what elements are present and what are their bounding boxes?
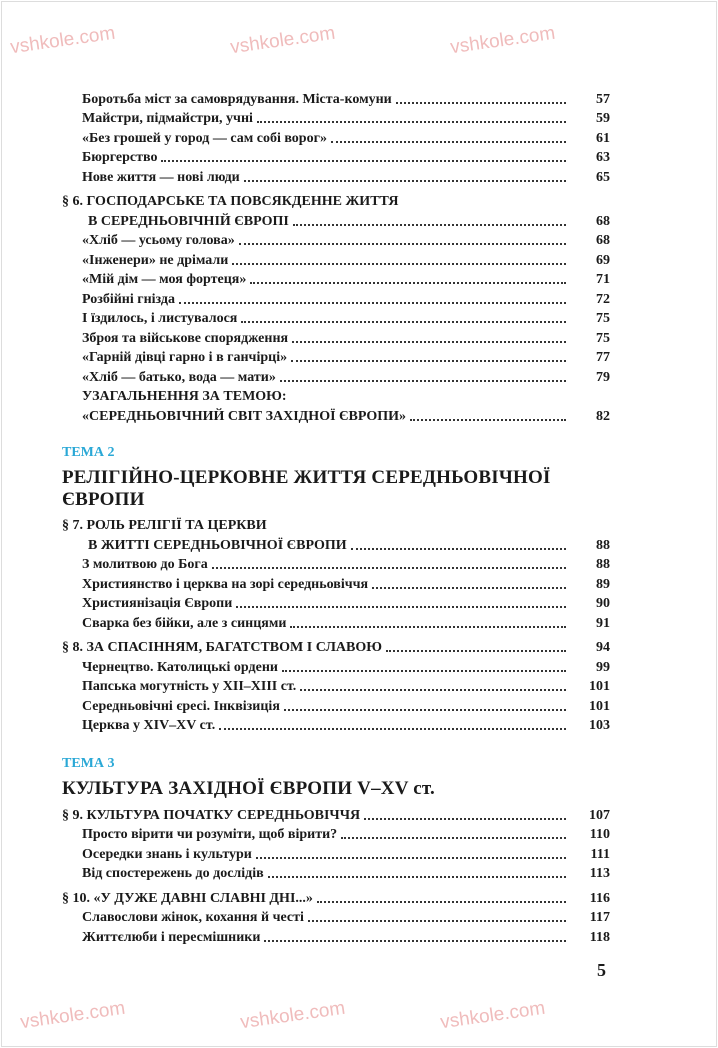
toc-entry[interactable]	[62, 907, 610, 927]
toc-entry[interactable]	[62, 347, 610, 367]
entry-title: І їздилось, і листувалося	[82, 311, 238, 326]
page-ref: 77	[596, 350, 610, 365]
toc-entry[interactable]	[62, 366, 610, 386]
theme-title	[62, 467, 610, 511]
dot-leader	[410, 419, 566, 421]
toc-section-8[interactable]	[62, 637, 610, 657]
dot-leader	[244, 180, 566, 182]
toc-entry[interactable]	[62, 88, 610, 108]
dot-leader	[280, 380, 566, 382]
entry-title: Нове життя — нові люди	[82, 169, 240, 185]
dot-leader	[250, 282, 566, 284]
dot-leader	[239, 243, 566, 245]
entry-title: «Без грошей у город — сам собі ворог»	[82, 130, 327, 146]
page-ref: 75	[596, 311, 610, 326]
page-ref: 111	[590, 846, 610, 862]
page-ref: 79	[596, 369, 610, 385]
dot-leader	[290, 626, 566, 628]
page-ref: 75	[596, 330, 610, 346]
page-ref: 116	[589, 890, 610, 906]
toc-section-7-cont[interactable]	[62, 534, 610, 554]
dot-leader	[364, 818, 566, 820]
section-title: § 8. ЗА СПАСІННЯМ, БАГАТСТВОМ І СЛАВОЮ	[62, 640, 382, 655]
page-ref: 113	[589, 866, 610, 881]
theme-title-line: ЄВРОПИ	[62, 488, 145, 510]
entry-title: Сварка без бійки, але з синцями	[82, 615, 287, 631]
toc-entry[interactable]	[62, 715, 610, 735]
entry-title: «Гарній дівці гарно і в ганчірці»	[82, 350, 288, 365]
page-ref: 88	[596, 537, 610, 553]
page-ref: 82	[596, 408, 610, 424]
dot-leader	[300, 689, 566, 691]
toc-summary[interactable]	[62, 386, 610, 406]
page-ref: 89	[596, 576, 610, 592]
toc-section-10[interactable]	[62, 887, 610, 907]
page-ref: 99	[596, 659, 610, 675]
page-ref: 101	[589, 679, 610, 694]
toc-entry[interactable]	[62, 554, 610, 574]
dot-leader	[317, 901, 566, 903]
summary-title: «СЕРЕДНЬОВІЧНИЙ СВІТ ЗАХІДНОЇ ЄВРОПИ»	[82, 408, 407, 424]
toc-entry[interactable]	[62, 269, 610, 289]
watermark: vshkole.com	[228, 22, 337, 59]
dot-leader	[257, 121, 566, 123]
page-ref: 72	[596, 291, 610, 307]
entry-title: «Інженери» не дрімали	[82, 252, 229, 268]
toc-entry[interactable]	[62, 863, 610, 883]
toc-section-7[interactable]	[62, 515, 610, 535]
toc-entry[interactable]	[62, 166, 610, 186]
dot-leader	[341, 837, 566, 839]
watermark: vshkole.com	[238, 997, 347, 1034]
toc-entry[interactable]	[62, 695, 610, 715]
entry-title: Християнізація Європи	[82, 596, 233, 611]
entry-title: Розбійні гнізда	[82, 291, 176, 307]
dot-leader	[256, 857, 566, 859]
watermark: vshkole.com	[18, 997, 127, 1034]
dot-leader	[161, 160, 566, 162]
page-ref: 117	[589, 910, 610, 925]
entry-title: Папська могутність у XII–XIII ст.	[82, 679, 297, 694]
toc-entry[interactable]	[62, 108, 610, 128]
toc-section-6[interactable]	[62, 191, 610, 211]
page-ref: 71	[596, 272, 610, 287]
page-ref: 65	[596, 169, 610, 185]
theme-label: ТЕМА 2	[62, 444, 115, 460]
entry-title: Бюргерство	[82, 150, 158, 165]
page-ref: 69	[596, 252, 610, 268]
entry-title: Християнство і церква на зорі середньовіччя	[82, 576, 369, 592]
dot-leader	[308, 920, 566, 922]
dot-leader	[219, 728, 566, 730]
dot-leader	[331, 141, 566, 143]
page-ref: 88	[596, 557, 610, 572]
entry-title: Середньовічні єресі. Інквізиція	[82, 698, 280, 714]
toc-entry[interactable]	[62, 926, 610, 946]
page-ref: 90	[596, 596, 610, 611]
dot-leader	[386, 650, 566, 652]
dot-leader	[179, 302, 566, 304]
watermark: vshkole.com	[8, 22, 117, 59]
dot-leader	[236, 606, 566, 608]
watermark: vshkole.com	[438, 997, 547, 1034]
theme-title	[62, 778, 610, 800]
page-ref: 103	[589, 718, 610, 733]
toc-entry[interactable]	[62, 573, 610, 593]
entry-title: Зброя та військове спорядження	[82, 330, 289, 346]
section-title: В ЖИТТІ СЕРЕДНЬОВІЧНОЇ ЄВРОПИ	[88, 537, 347, 553]
theme-title-line: РЕЛІГІЙНО-ЦЕРКОВНЕ ЖИТТЯ СЕРЕДНЬОВІЧНОЇ	[62, 466, 551, 488]
dot-leader	[268, 876, 566, 878]
section-title: § 7. РОЛЬ РЕЛІГІЇ ТА ЦЕРКВИ	[62, 518, 267, 533]
dot-leader	[282, 670, 566, 672]
entry-title: «Хліб — усьому голова»	[82, 233, 235, 248]
section-title: § 9. КУЛЬТУРА ПОЧАТКУ СЕРЕДНЬОВІЧЧЯ	[62, 807, 361, 823]
page-ref: 68	[596, 233, 610, 248]
page-ref: 68	[596, 213, 610, 229]
dot-leader	[264, 940, 566, 942]
toc-entry[interactable]	[62, 824, 610, 844]
toc-entry[interactable]	[62, 327, 610, 347]
dot-leader	[372, 587, 566, 589]
watermark: vshkole.com	[448, 22, 557, 59]
dot-leader	[293, 224, 566, 226]
section-title: В СЕРЕДНЬОВІЧНІЙ ЄВРОПІ	[88, 213, 289, 229]
page-ref: 59	[596, 111, 610, 126]
toc-entry[interactable]	[62, 308, 610, 328]
page-ref: 57	[596, 91, 610, 107]
page-ref: 101	[589, 698, 610, 714]
table-of-contents	[62, 88, 610, 946]
entry-title: Осередки знань і культури	[82, 846, 252, 862]
page-number: 5	[597, 960, 606, 980]
dot-leader	[351, 548, 566, 550]
page-ref: 61	[596, 130, 610, 146]
theme-label: ТЕМА 3	[62, 756, 115, 771]
entry-title: З молитвою до Бога	[82, 557, 208, 572]
toc-entry[interactable]	[62, 843, 610, 863]
dot-leader	[241, 321, 566, 323]
toc-entry[interactable]	[62, 612, 610, 632]
entry-title: Просто вірити чи розуміти, щоб вірити?	[82, 827, 338, 842]
section-title: § 10. «У ДУЖЕ ДАВНІ СЛАВНІ ДНІ...»	[62, 890, 313, 906]
toc-section-9[interactable]	[62, 804, 610, 824]
page-ref: 110	[589, 827, 610, 842]
page-ref: 118	[589, 929, 610, 945]
page-ref: 107	[589, 807, 610, 823]
entry-title: Чернецтво. Католицькі ордени	[82, 659, 278, 675]
toc-entry[interactable]	[62, 288, 610, 308]
page-ref: 94	[596, 640, 610, 655]
summary-title: УЗАГАЛЬНЕННЯ ЗА ТЕМОЮ:	[82, 389, 287, 404]
entry-title: Від спостережень до дослідів	[82, 866, 264, 881]
toc-entry[interactable]	[62, 593, 610, 613]
toc-entry[interactable]	[62, 656, 610, 676]
dot-leader	[292, 341, 566, 343]
toc-entry[interactable]	[62, 147, 610, 167]
toc-entry[interactable]	[62, 127, 610, 147]
dot-leader	[212, 567, 566, 569]
page-ref: 91	[596, 615, 610, 631]
toc-entry[interactable]	[62, 676, 610, 696]
entry-title: Боротьба міст за самоврядування. Міста-комуни	[82, 91, 392, 107]
page-ref: 63	[596, 150, 610, 165]
dot-leader	[284, 709, 566, 711]
toc-summary-cont[interactable]	[62, 405, 610, 425]
dot-leader	[396, 102, 566, 104]
dot-leader	[291, 360, 566, 362]
entry-title: Майстри, підмайстри, учні	[82, 111, 253, 126]
theme-title-line: КУЛЬТУРА ЗАХІДНОЇ ЄВРОПИ V–XV ст.	[62, 778, 435, 799]
entry-title: Життєлюби і пересмішники	[82, 929, 261, 945]
entry-title: Церква у XIV–XV ст.	[82, 718, 216, 733]
toc-section-6-cont[interactable]	[62, 210, 610, 230]
dot-leader	[232, 263, 566, 265]
section-title: § 6. ГОСПОДАРСЬКЕ ТА ПОВСЯКДЕННЕ ЖИТТЯ	[62, 194, 399, 209]
toc-entry[interactable]	[62, 249, 610, 269]
toc-entry[interactable]	[62, 230, 610, 250]
entry-title: «Хліб — батько, вода — мати»	[82, 369, 276, 385]
entry-title: Славослови жінок, кохання й честі	[82, 910, 304, 925]
entry-title: «Мій дім — моя фортеця»	[82, 272, 247, 287]
